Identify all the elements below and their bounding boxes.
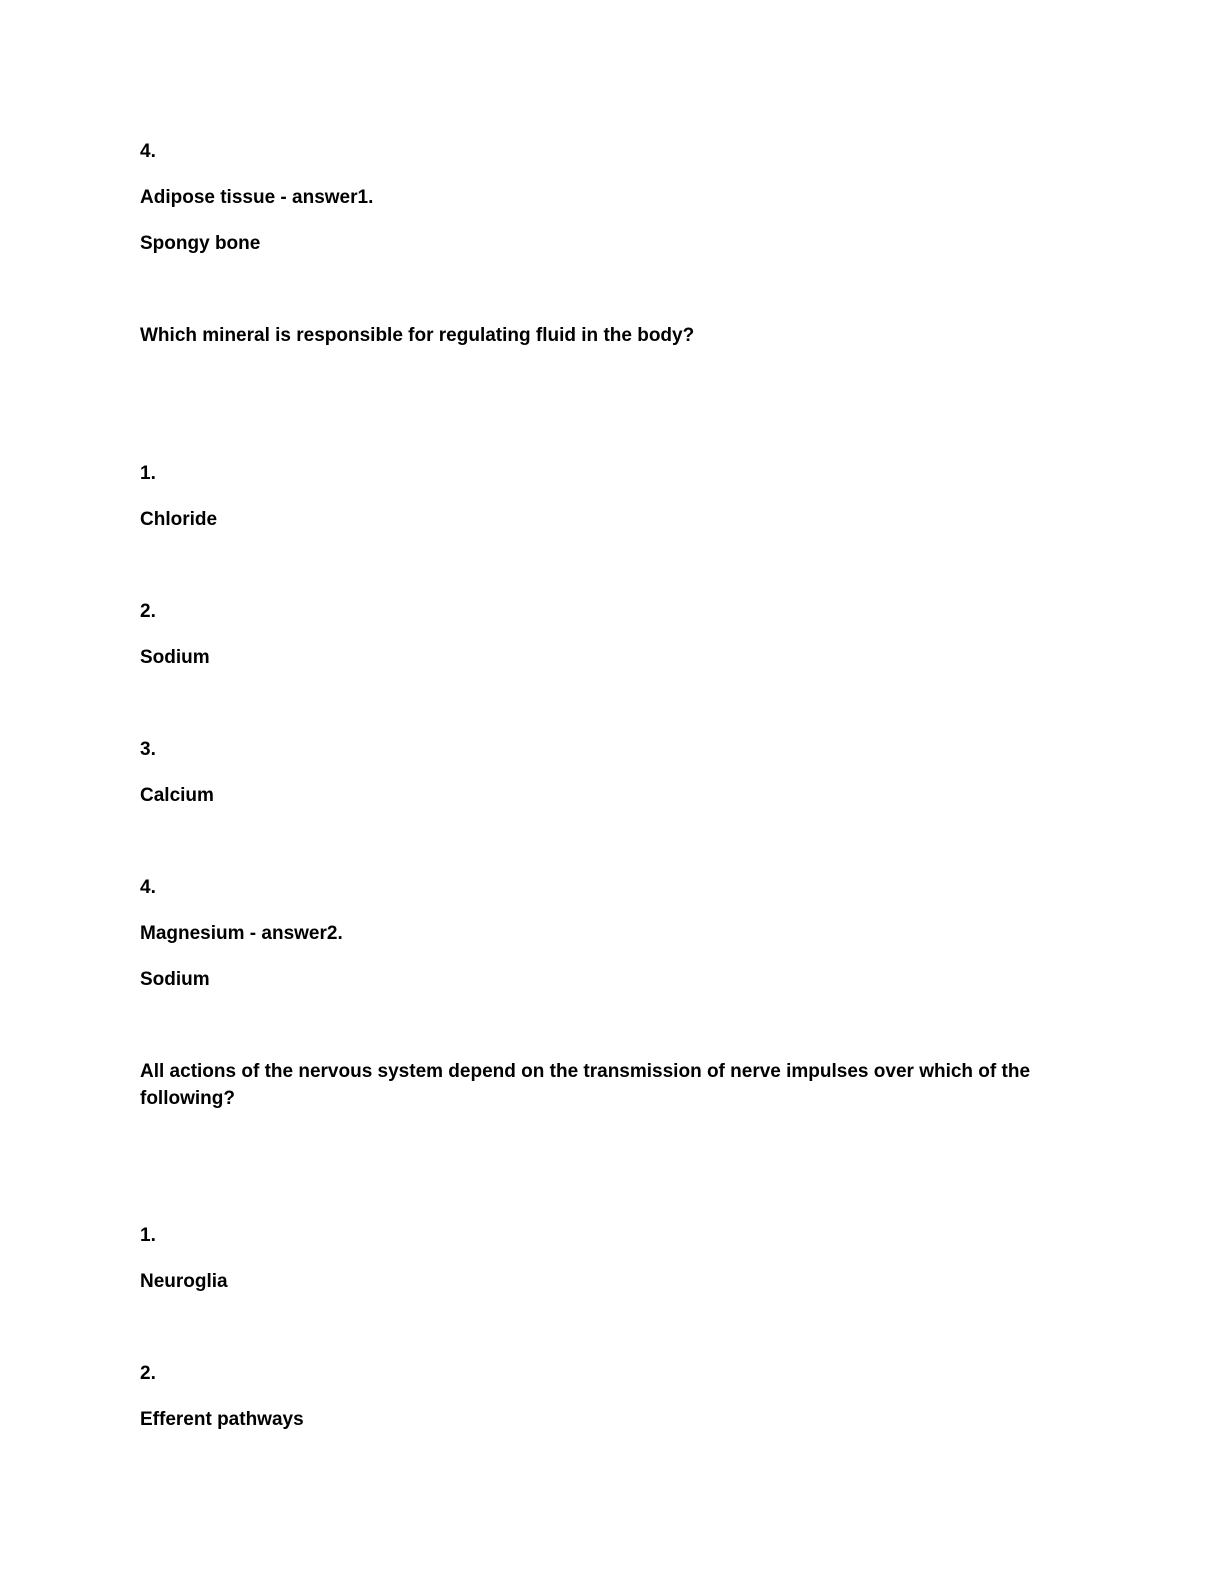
answer-line: Magnesium - answer2.	[140, 923, 343, 944]
option-number: 4.	[140, 877, 156, 898]
answer-line: Adipose tissue - answer1.	[140, 187, 374, 208]
option-number: 2.	[140, 601, 156, 622]
option-text: Efferent pathways	[140, 1409, 304, 1430]
question-text: Which mineral is responsible for regulating fluid in the body?	[140, 325, 695, 346]
option-text: Neuroglia	[140, 1271, 228, 1292]
answer-text: Sodium	[140, 969, 210, 990]
question-text: All actions of the nervous system depend on the transmission of nerve impulses over which of the following?	[140, 1061, 1031, 1109]
answer-text: Spongy bone	[140, 233, 261, 254]
option-number: 3.	[140, 739, 156, 760]
option-number: 4.	[140, 141, 156, 162]
option-number: 1.	[140, 1225, 156, 1246]
option-text: Calcium	[140, 785, 214, 806]
option-text: Chloride	[140, 509, 218, 530]
option-number: 2.	[140, 1363, 156, 1384]
option-number: 1.	[140, 463, 156, 484]
option-text: Sodium	[140, 647, 210, 668]
